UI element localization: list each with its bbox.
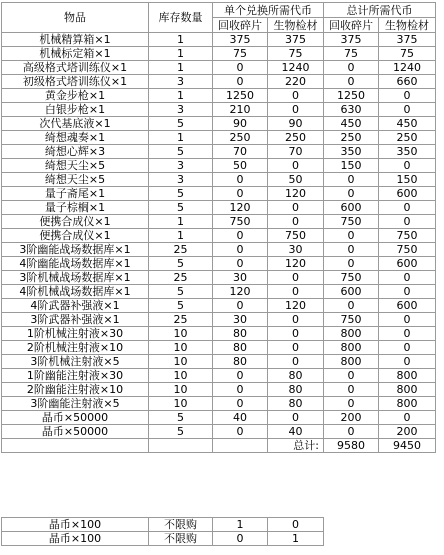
stock-cell: 1: [149, 47, 213, 61]
total-bio-cell: 800: [379, 397, 436, 411]
stock-cell: 3: [149, 75, 213, 89]
item-name-cell: 机械标定箱×1: [2, 47, 149, 61]
stock-cell: 10: [149, 397, 213, 411]
item-name-cell: 白银步枪×1: [2, 103, 149, 117]
item-name-cell: 便携合成仪×1: [2, 229, 149, 243]
item-name-cell: 高级格式塔训练仪×1: [2, 61, 149, 75]
unit-recycle-cell: 0: [213, 173, 268, 187]
table-row: [2, 75, 436, 89]
stock-cell: 25: [149, 271, 213, 285]
stock-cell: 1: [149, 61, 213, 75]
total-bio-cell: 150: [379, 173, 436, 187]
item-name-cell: 2阶机械注射液×10: [2, 341, 149, 355]
unit-recycle-cell: 120: [213, 201, 268, 215]
total-recycle-cell: 0: [324, 425, 379, 439]
stock-cell: 5: [149, 299, 213, 313]
table-row: [2, 47, 436, 61]
unit-bio-cell: 120: [268, 299, 324, 313]
item-name-cell: 机械精算箱×1: [2, 33, 149, 47]
total-bio-cell: 0: [379, 89, 436, 103]
table-row: [2, 369, 436, 383]
table-row: [2, 425, 436, 439]
table-row: [2, 327, 436, 341]
stock-cell: 1: [149, 33, 213, 47]
table-row: [2, 313, 436, 327]
stock-cell: 5: [149, 285, 213, 299]
unit-recycle-cell: 0: [213, 229, 268, 243]
total-recycle-cell: 75: [324, 47, 379, 61]
item-name-cell: 晶币×50000: [2, 425, 149, 439]
total-recycle-cell: 600: [324, 285, 379, 299]
item-name-cell: 4阶武器补强液×1: [2, 299, 149, 313]
total-bio-cell: 800: [379, 383, 436, 397]
stock-cell: 3: [149, 103, 213, 117]
unit-bio-cell: 0: [268, 215, 324, 229]
item-name-cell: 晶币×100: [2, 532, 149, 546]
item-name-cell: 晶币×100: [2, 518, 149, 532]
table-row: [2, 411, 436, 425]
unit-bio-cell: 250: [268, 131, 324, 145]
total-bio-cell: 0: [379, 411, 436, 425]
total-bio-cell: 0: [379, 341, 436, 355]
table-row: [2, 173, 436, 187]
empty-cell: [213, 439, 268, 453]
unit-recycle-cell: 70: [213, 145, 268, 159]
totals-label: 总计:: [268, 439, 324, 453]
unit-recycle-cell: 1: [213, 518, 268, 532]
stock-cell: 5: [149, 411, 213, 425]
unit-bio-cell: 1: [268, 532, 324, 546]
stock-cell: 1: [149, 229, 213, 243]
item-name-cell: 次代基底液×1: [2, 117, 149, 131]
table-row: [2, 215, 436, 229]
total-recycle-cell: 800: [324, 341, 379, 355]
table-row: [2, 271, 436, 285]
unit-bio-cell: 0: [268, 159, 324, 173]
total-recycle-cell: 0: [324, 369, 379, 383]
unit-recycle-cell: 0: [213, 243, 268, 257]
unit-bio-cell: 0: [268, 89, 324, 103]
unit-recycle-cell: 0: [213, 299, 268, 313]
unit-bio-cell: 75: [268, 47, 324, 61]
total-recycle-cell: 0: [324, 75, 379, 89]
unit-recycle-cell: 80: [213, 327, 268, 341]
unlimited-row: [2, 518, 324, 532]
stock-cell: 10: [149, 327, 213, 341]
stock-cell: 5: [149, 257, 213, 271]
unit-bio-cell: 220: [268, 75, 324, 89]
item-name-cell: 3阶武器补强液×1: [2, 313, 149, 327]
unit-recycle-cell: 0: [213, 75, 268, 89]
item-name-cell: 3阶机械注射液×5: [2, 355, 149, 369]
item-name-cell: 1阶幽能注射液×30: [2, 369, 149, 383]
item-name-cell: 绮想心辉×3: [2, 145, 149, 159]
totals-row: [2, 439, 436, 453]
unlimited-row: [2, 532, 324, 546]
stock-cell: 25: [149, 313, 213, 327]
total-recycle-cell: 0: [324, 187, 379, 201]
table-row: [2, 159, 436, 173]
unit-bio-cell: 0: [268, 285, 324, 299]
total-bio-cell: 800: [379, 369, 436, 383]
item-name-cell: 4阶机械战场数据库×1: [2, 285, 149, 299]
header-total-group: 总计所需代币: [324, 3, 436, 18]
item-name-cell: 量子棕榈×1: [2, 201, 149, 215]
total-bio-cell: 0: [379, 285, 436, 299]
total-recycle-cell: 750: [324, 313, 379, 327]
unit-recycle-cell: 375: [213, 33, 268, 47]
total-recycle-cell: 0: [324, 173, 379, 187]
unit-recycle-cell: 40: [213, 411, 268, 425]
total-bio-cell: 600: [379, 299, 436, 313]
total-bio-cell: 0: [379, 215, 436, 229]
total-bio-cell: 600: [379, 187, 436, 201]
unit-bio-cell: 80: [268, 397, 324, 411]
item-name-cell: 绮想天尘×5: [2, 173, 149, 187]
header-stock: 库存数量: [149, 3, 213, 33]
table-row: [2, 341, 436, 355]
total-bio-cell: 200: [379, 425, 436, 439]
unit-bio-cell: 0: [268, 313, 324, 327]
total-bio-cell: 600: [379, 257, 436, 271]
table-row: [2, 397, 436, 411]
empty-cell: [149, 439, 213, 453]
item-name-cell: 黄金步枪×1: [2, 89, 149, 103]
stock-cell: 1: [149, 215, 213, 229]
unit-recycle-cell: 210: [213, 103, 268, 117]
table-row: [2, 355, 436, 369]
table-row: [2, 243, 436, 257]
header-unit-bio: 生物检材: [268, 18, 324, 33]
total-recycle-cell: 150: [324, 159, 379, 173]
total-bio-cell: 660: [379, 75, 436, 89]
stock-cell: 5: [149, 425, 213, 439]
total-bio-cell: 750: [379, 243, 436, 257]
totals-bio: 9450: [379, 439, 436, 453]
unit-bio-cell: 30: [268, 243, 324, 257]
stock-cell: 1: [149, 131, 213, 145]
stock-cell: 5: [149, 201, 213, 215]
stock-cell: 25: [149, 243, 213, 257]
unit-bio-cell: 375: [268, 33, 324, 47]
table-row: [2, 117, 436, 131]
total-bio-cell: 0: [379, 159, 436, 173]
unit-bio-cell: 90: [268, 117, 324, 131]
unit-recycle-cell: 30: [213, 313, 268, 327]
item-name-cell: 3阶幽能战场数据库×1: [2, 243, 149, 257]
table-row: [2, 201, 436, 215]
unit-recycle-cell: 750: [213, 215, 268, 229]
unit-bio-cell: 0: [268, 341, 324, 355]
table-row: [2, 33, 436, 47]
stock-cell: 不限购: [149, 532, 213, 546]
unit-bio-cell: 0: [268, 355, 324, 369]
unit-bio-cell: 0: [268, 103, 324, 117]
table-row: [2, 89, 436, 103]
total-bio-cell: 75: [379, 47, 436, 61]
unit-bio-cell: 80: [268, 369, 324, 383]
total-bio-cell: 1240: [379, 61, 436, 75]
table-row: [2, 299, 436, 313]
stock-cell: 不限购: [149, 518, 213, 532]
unit-bio-cell: 0: [268, 327, 324, 341]
item-name-cell: 2阶幽能注射液×10: [2, 383, 149, 397]
stock-cell: 5: [149, 187, 213, 201]
table-row: [2, 257, 436, 271]
unit-recycle-cell: 120: [213, 285, 268, 299]
item-name-cell: 绮想魂奏×1: [2, 131, 149, 145]
total-bio-cell: 0: [379, 355, 436, 369]
item-name-cell: 量子斋尾×1: [2, 187, 149, 201]
item-name-cell: 晶币×50000: [2, 411, 149, 425]
total-recycle-cell: 0: [324, 243, 379, 257]
total-recycle-cell: 200: [324, 411, 379, 425]
unit-recycle-cell: 0: [213, 425, 268, 439]
total-bio-cell: 450: [379, 117, 436, 131]
unit-recycle-cell: 250: [213, 131, 268, 145]
total-recycle-cell: 0: [324, 257, 379, 271]
unit-recycle-cell: 50: [213, 159, 268, 173]
unit-recycle-cell: 0: [213, 257, 268, 271]
unit-recycle-cell: 0: [213, 187, 268, 201]
header-total-bio: 生物检材: [379, 18, 436, 33]
stock-cell: 10: [149, 355, 213, 369]
item-name-cell: 绮想天尘×5: [2, 159, 149, 173]
total-recycle-cell: 800: [324, 355, 379, 369]
total-recycle-cell: 0: [324, 61, 379, 75]
total-bio-cell: 0: [379, 313, 436, 327]
unit-recycle-cell: 0: [213, 397, 268, 411]
unit-bio-cell: 0: [268, 271, 324, 285]
unit-bio-cell: 0: [268, 518, 324, 532]
table-row: [2, 383, 436, 397]
item-name-cell: 4阶幽能战场数据库×1: [2, 257, 149, 271]
unit-bio-cell: 80: [268, 383, 324, 397]
table-row: [2, 145, 436, 159]
table-row: [2, 285, 436, 299]
item-name-cell: 便携合成仪×1: [2, 215, 149, 229]
table-row: [2, 61, 436, 75]
stock-cell: 5: [149, 145, 213, 159]
item-name-cell: 3阶幽能注射液×5: [2, 397, 149, 411]
unit-bio-cell: 120: [268, 257, 324, 271]
stock-cell: 3: [149, 159, 213, 173]
total-recycle-cell: 1250: [324, 89, 379, 103]
stock-cell: 10: [149, 383, 213, 397]
total-bio-cell: 0: [379, 271, 436, 285]
total-recycle-cell: 630: [324, 103, 379, 117]
total-recycle-cell: 600: [324, 201, 379, 215]
stock-cell: 1: [149, 89, 213, 103]
total-recycle-cell: 800: [324, 327, 379, 341]
table-row: [2, 103, 436, 117]
total-recycle-cell: 250: [324, 131, 379, 145]
total-bio-cell: 0: [379, 103, 436, 117]
unit-recycle-cell: 0: [213, 532, 268, 546]
header-total-recycle: 回收碎片: [324, 18, 379, 33]
table-row: [2, 229, 436, 243]
table-row: [2, 131, 436, 145]
unlimited-table-body: [2, 518, 324, 546]
stock-cell: 3: [149, 173, 213, 187]
table-row: [2, 187, 436, 201]
unit-bio-cell: 50: [268, 173, 324, 187]
total-recycle-cell: 375: [324, 33, 379, 47]
total-bio-cell: 750: [379, 229, 436, 243]
total-recycle-cell: 0: [324, 383, 379, 397]
unit-recycle-cell: 0: [213, 369, 268, 383]
header-item: 物品: [2, 3, 149, 33]
unit-bio-cell: 750: [268, 229, 324, 243]
total-bio-cell: 0: [379, 201, 436, 215]
item-name-cell: 3阶机械战场数据库×1: [2, 271, 149, 285]
total-recycle-cell: 0: [324, 299, 379, 313]
item-name-cell: 1阶机械注射液×30: [2, 327, 149, 341]
total-recycle-cell: 450: [324, 117, 379, 131]
total-recycle-cell: 0: [324, 397, 379, 411]
total-bio-cell: 250: [379, 131, 436, 145]
unit-bio-cell: 70: [268, 145, 324, 159]
unlimited-table: [1, 517, 324, 546]
totals-recycle: 9580: [324, 439, 379, 453]
empty-cell: [2, 439, 149, 453]
unit-recycle-cell: 1250: [213, 89, 268, 103]
unit-recycle-cell: 0: [213, 383, 268, 397]
stock-cell: 10: [149, 369, 213, 383]
total-bio-cell: 350: [379, 145, 436, 159]
stock-cell: 5: [149, 117, 213, 131]
unit-recycle-cell: 90: [213, 117, 268, 131]
unit-recycle-cell: 75: [213, 47, 268, 61]
unit-bio-cell: 1240: [268, 61, 324, 75]
unit-recycle-cell: 0: [213, 61, 268, 75]
item-name-cell: 初级格式塔训练仪×1: [2, 75, 149, 89]
unit-recycle-cell: 30: [213, 271, 268, 285]
total-bio-cell: 375: [379, 33, 436, 47]
total-recycle-cell: 0: [324, 229, 379, 243]
header-unit-recycle: 回收碎片: [213, 18, 268, 33]
exchange-table: [1, 2, 436, 453]
header-unit-group: 单个兑换所需代币: [213, 3, 324, 18]
exchange-table-body: [2, 3, 436, 453]
total-recycle-cell: 750: [324, 215, 379, 229]
unit-bio-cell: 0: [268, 201, 324, 215]
total-recycle-cell: 750: [324, 271, 379, 285]
header-row-top: [2, 3, 436, 18]
unit-recycle-cell: 80: [213, 341, 268, 355]
total-recycle-cell: 350: [324, 145, 379, 159]
stock-cell: 10: [149, 341, 213, 355]
total-bio-cell: 0: [379, 327, 436, 341]
unit-bio-cell: 0: [268, 411, 324, 425]
unit-recycle-cell: 80: [213, 355, 268, 369]
unit-bio-cell: 120: [268, 187, 324, 201]
unit-bio-cell: 40: [268, 425, 324, 439]
